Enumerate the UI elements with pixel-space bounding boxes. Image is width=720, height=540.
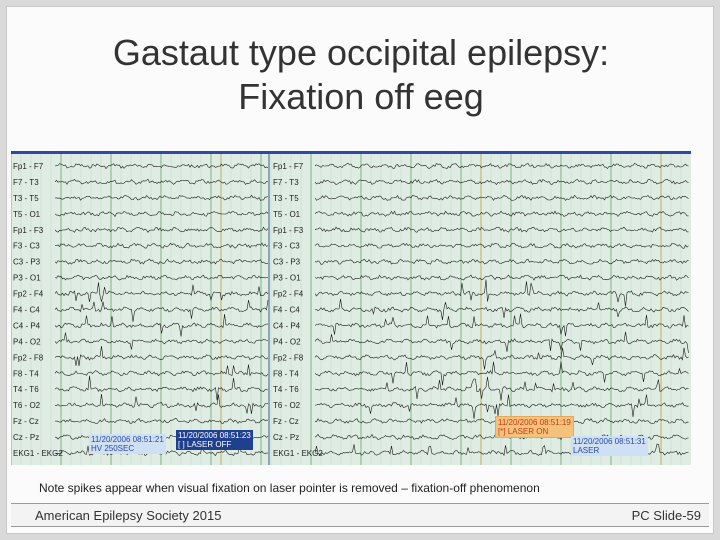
slide-title	[7, 31, 715, 119]
eeg-trace	[55, 212, 268, 217]
eeg-trace	[55, 195, 268, 200]
footer-organization: American Epilepsy Society 2015	[35, 508, 222, 523]
laser-off-label: [ ] LASER OFF	[178, 440, 232, 449]
laser-stamp-time: 11/20/2006 08:51:31	[573, 437, 646, 446]
eeg-trace	[55, 275, 268, 280]
right-channel-label: Fp2 - F4	[273, 289, 304, 299]
laser-stamp	[571, 436, 648, 456]
left-channel-label: F4 - C4	[13, 305, 40, 315]
left-channel-label: F3 - C3	[13, 241, 40, 251]
eeg-trace	[55, 333, 268, 350]
left-channel-label: Fp1 - F3	[13, 225, 44, 235]
eeg-recording	[11, 151, 691, 465]
right-channel-label: Fz - Cz	[273, 417, 299, 427]
left-channel-label: P4 - O2	[13, 337, 41, 347]
right-channel-label: F3 - C3	[273, 241, 300, 251]
left-channel-label: T4 - T6	[13, 385, 39, 395]
right-channel-label: P3 - O1	[273, 273, 301, 283]
slide-footer	[11, 503, 709, 527]
left-channel-label: Fz - Cz	[13, 417, 39, 427]
left-channel-label: F7 - T3	[13, 177, 39, 187]
title-line-1: Gastaut type occipital epilepsy:	[112, 32, 610, 73]
left-channel-label: C4 - P4	[13, 321, 41, 331]
left-channel-label: Fp2 - F8	[13, 353, 44, 363]
right-channel-label: Fp1 - F3	[273, 225, 304, 235]
laser-off-stamp	[176, 430, 253, 450]
eeg-trace	[55, 346, 268, 366]
eeg-trace	[55, 227, 268, 232]
eeg-trace	[55, 243, 268, 248]
hv-stamp	[89, 434, 166, 454]
eeg-trace	[55, 365, 268, 376]
right-channel-label: Cz - Pz	[273, 433, 300, 443]
eeg-trace	[55, 419, 268, 424]
left-channel-label: Cz - Pz	[13, 433, 40, 443]
left-channel-label: Fp1 - F7	[13, 162, 44, 171]
slide-caption: Note spikes appear when visual fixation on laser pointer is removed – fixation-off phenomenon	[39, 481, 540, 495]
right-channel-label: T3 - T5	[273, 193, 299, 203]
right-channel-label: T6 - O2	[273, 401, 301, 411]
laser-stamp-label: LASER	[573, 446, 600, 455]
right-channel-label: F7 - T3	[273, 177, 299, 187]
right-channel-label: F8 - T4	[273, 369, 299, 379]
left-channel-label: T6 - O2	[13, 401, 41, 411]
footer-slide-number: PC Slide-59	[631, 508, 701, 523]
hv-stamp-time: 11/20/2006 08:51:21	[91, 435, 164, 444]
laser-off-time: 11/20/2006 08:51:23	[178, 431, 251, 440]
eeg-trace	[55, 259, 268, 264]
laser-on-time: 11/20/2006 08:51:19	[498, 418, 571, 427]
laser-on-label: [*] LASER ON	[498, 427, 549, 436]
right-channel-label: T4 - T6	[273, 385, 299, 395]
left-channel-label: T5 - O1	[13, 209, 41, 219]
left-channel-label: C3 - P3	[13, 257, 41, 267]
eeg-trace	[55, 179, 268, 184]
laser-on-stamp	[495, 416, 574, 438]
eeg-trace	[55, 282, 268, 302]
eeg-trace	[55, 314, 268, 336]
right-channel-label: EKG1 - EKG2	[273, 449, 323, 458]
hv-stamp-label: HV 250SEC	[91, 444, 135, 453]
left-channel-label: T3 - T5	[13, 193, 39, 203]
eeg-traces	[11, 154, 691, 465]
left-channel-label: P3 - O1	[13, 273, 41, 283]
right-channel-label: C3 - P3	[273, 257, 301, 267]
slide	[6, 6, 714, 534]
right-channel-label: Fp2 - F8	[273, 353, 304, 363]
title-line-2: Fixation off eeg	[238, 76, 484, 117]
left-channel-label: Fp2 - F4	[13, 289, 44, 299]
eeg-trace	[55, 394, 268, 414]
eeg-trace	[55, 376, 268, 400]
eeg-trace	[55, 164, 268, 169]
right-channel-label: C4 - P4	[273, 321, 301, 331]
right-channel-label: F4 - C4	[273, 305, 300, 315]
left-channel-label: F8 - T4	[13, 369, 39, 379]
right-channel-label: P4 - O2	[273, 337, 301, 347]
right-channel-label: Fp1 - F7	[273, 162, 304, 171]
right-channel-label: T5 - O1	[273, 209, 301, 219]
left-channel-label: EKG1 - EKG2	[13, 449, 63, 458]
